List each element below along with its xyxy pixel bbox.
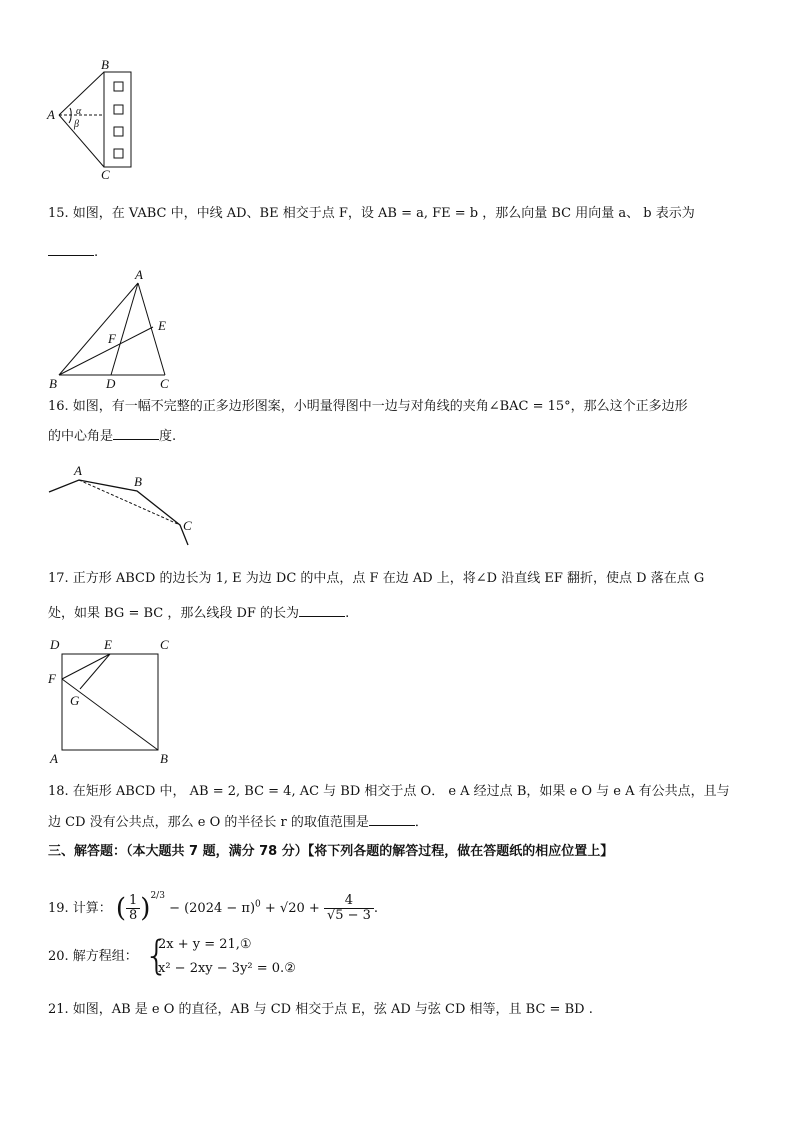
question-15 — [48, 204, 748, 224]
answer-blank[interactable] — [113, 427, 159, 440]
question-number: 17. — [48, 571, 69, 586]
label-F: F — [48, 671, 56, 686]
figure-16 — [44, 458, 204, 550]
question-text: 如图，有一幅不完整的正多边形图案，小明量得图中一边与对角线的夹角∠BAC = 15°，那么这个正多边形 — [72, 399, 688, 414]
label-C: C — [160, 376, 169, 391]
fraction-4-over — [324, 894, 374, 923]
expression-part: + √20 + — [264, 901, 320, 916]
denominator: √5 − 3 — [326, 908, 371, 923]
label-beta: β — [74, 119, 79, 130]
exponent: 0 — [255, 899, 261, 910]
expression-part: − (2024 − π) — [169, 901, 256, 916]
label-C: C — [183, 518, 192, 533]
question-text: ． — [414, 815, 428, 830]
figure-15 — [44, 266, 184, 392]
label-B: B — [101, 57, 109, 72]
label-C: C — [160, 637, 169, 652]
question-number: 19. — [48, 901, 69, 916]
label-G: G — [70, 693, 80, 708]
question-15-answer-line — [48, 243, 748, 263]
period: . — [373, 901, 379, 916]
label-B: B — [160, 751, 168, 766]
exponent: 2/3 — [150, 891, 165, 901]
answer-blank[interactable] — [369, 813, 415, 826]
label-A: A — [50, 751, 58, 766]
question-label: 计算： — [72, 901, 112, 916]
label-A: A — [74, 463, 82, 478]
question-text: 如图，AB 是 e O 的直径，AB 与 CD 相交于点 E，弦 AD 与弦 CD 相等，且 BC = BD . — [72, 1002, 593, 1017]
label-A: A — [135, 267, 143, 282]
answer-blank[interactable] — [48, 243, 94, 256]
question-number: 16. — [48, 399, 69, 414]
label-alpha: α — [76, 106, 82, 117]
question-19: 19. 计算： ( $\frac{1}{8}$ )$^{2/3} - (2024 - \pi)^0 + √20$ + $\frac{4}{√5 - 3}$ . — [48, 891, 379, 924]
label-E: E — [104, 637, 112, 652]
question-label: 解方程组： — [72, 949, 138, 964]
label-B: B — [134, 474, 142, 489]
question-text: 的中心角是 — [48, 429, 114, 444]
question-number: 18. — [48, 784, 69, 799]
label-D: D — [50, 637, 60, 652]
label-A: A — [47, 107, 55, 122]
numerator: 1 — [126, 894, 140, 909]
label-B: B — [49, 376, 57, 391]
label-F: F — [108, 331, 116, 346]
question-number: 20. — [48, 949, 69, 964]
question-text: 如图，在 VABC 中，中线 AD、BE 相交于点 F，设 AB = a, FE = b ，那么向量 BC 用向量 a、 b 表示为 — [72, 206, 695, 221]
equation-1: 2x + y = 21,① — [158, 937, 252, 952]
equation-2: x² − 2xy − 3y² = 0.② — [158, 961, 296, 976]
answer-blank[interactable] — [299, 604, 345, 617]
question-16 — [48, 397, 748, 417]
question-text: 处，如果 BG = BC ，那么线段 DF 的长为 — [48, 606, 300, 621]
question-21 — [48, 1000, 748, 1020]
question-text: 正方形 ABCD 的边长为 1, E 为边 DC 的中点，点 F 在边 AD 上，将∠D 沿直线 EF 翻折，使点 D 落在点 G — [72, 571, 705, 586]
question-18-line-2 — [48, 813, 748, 833]
question-17-line-2 — [48, 604, 748, 624]
question-text: 在矩形 ABCD 中， AB = 2, BC = 4, AC 与 BD 相交于点 O． e A 经过点 B，如果 e O 与 e A 有公共点，且与 — [72, 784, 730, 799]
question-text: 度. — [159, 429, 177, 444]
denominator: 8 — [129, 908, 138, 923]
question-16-line-2 — [48, 427, 748, 447]
section-heading: 三、解答题：（本大题共 7 题，满分 78 分）【将下列各题的解答过程，做在答题纸的相应位置上】 — [48, 844, 614, 859]
numerator: 4 — [324, 894, 374, 909]
question-number: 15. — [48, 206, 69, 221]
question-text: . — [345, 606, 350, 621]
label-D: D — [106, 376, 116, 391]
fraction-1-8 — [126, 894, 140, 923]
question-number: 21. — [48, 1002, 69, 1017]
label-C: C — [101, 167, 110, 182]
question-18 — [48, 782, 748, 802]
question-17 — [48, 569, 748, 589]
figure-14 — [40, 55, 150, 185]
question-text: 边 CD 没有公共点，那么 e O 的半径长 r 的取值范围是 — [48, 815, 369, 830]
figure-17 — [44, 633, 184, 767]
label-E: E — [158, 318, 166, 333]
period: . — [94, 245, 99, 260]
